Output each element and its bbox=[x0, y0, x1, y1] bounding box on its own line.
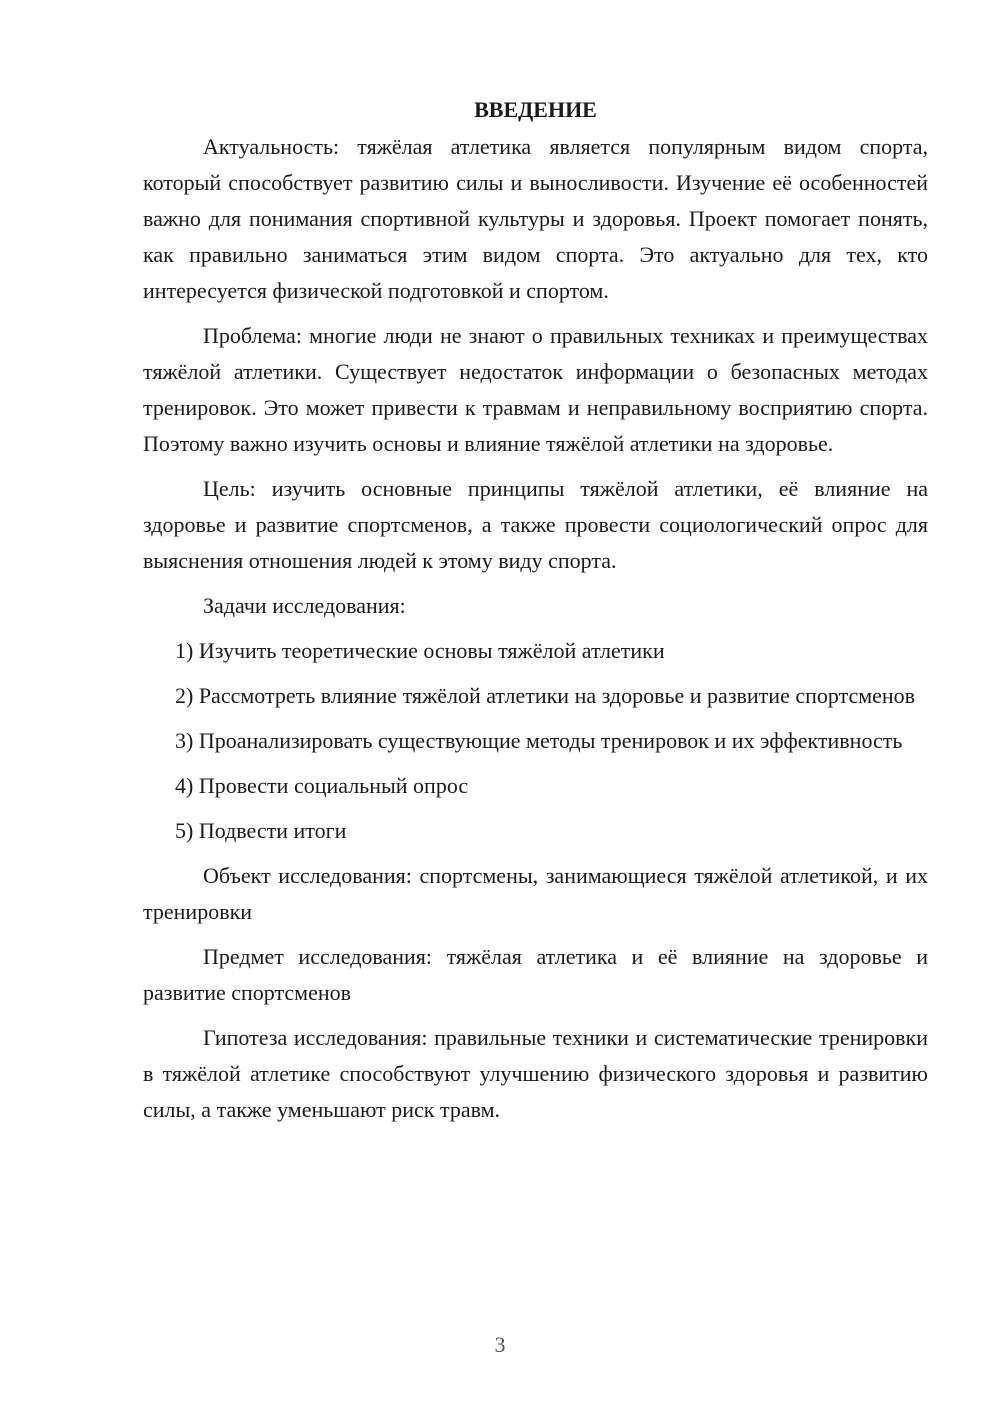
problem-paragraph: Проблема: многие люди не знают о правильных техниках и преимуществах тяжёлой атлетики. Существует недостаток информации о безопасных методах тренировок. Это может привести к травмам и неправильному восприятию спорта. Поэтому важно изучить основы и влияние тяжёлой атлетики на здоровье. bbox=[143, 323, 928, 456]
tasks-heading: Задачи исследования: bbox=[203, 593, 406, 618]
object-paragraph: Объект исследования: спортсмены, занимающиеся тяжёлой атлетикой, и их тренировки bbox=[143, 863, 928, 924]
hypothesis-paragraph: Гипотеза исследования: правильные техники и систематические тренировки в тяжёлой атлетике способствуют улучшению физического здоровья и развитию силы, а также уменьшают риск травм. bbox=[143, 1025, 928, 1122]
task-item-3: 3) Проанализировать существующие методы тренировок и их эффективность bbox=[175, 728, 903, 753]
task-item-4: 4) Провести социальный опрос bbox=[175, 773, 469, 798]
section-title: ВВЕДЕНИЕ bbox=[474, 97, 597, 122]
document-page bbox=[143, 92, 928, 1128]
task-item-2: 2) Рассмотреть влияние тяжёлой атлетики на здоровье и развитие спортсменов bbox=[175, 683, 916, 708]
task-item-1: 1) Изучить теоретические основы тяжёлой атлетики bbox=[175, 638, 665, 663]
goal-paragraph: Цель: изучить основные принципы тяжёлой атлетики, её влияние на здоровье и развитие спортсменов, а также провести социологический опрос для выяснения отношения людей к этому виду спорта. bbox=[143, 476, 928, 573]
page-number: 3 bbox=[494, 1332, 506, 1357]
subject-paragraph: Предмет исследования: тяжёлая атлетика и её влияние на здоровье и развитие спортсменов bbox=[143, 944, 928, 1005]
task-item-5: 5) Подвести итоги bbox=[175, 818, 347, 843]
relevance-paragraph: Актуальность: тяжёлая атлетика является популярным видом спорта, который способствует развитию силы и выносливости. Изучение её особенностей важно для понимания спортивной культуры и здоровья. Проект помогает понять, как правильно заниматься этим видом спорта. Это актуально для тех, кто интересуется физической подготовкой и спортом. bbox=[143, 134, 928, 303]
